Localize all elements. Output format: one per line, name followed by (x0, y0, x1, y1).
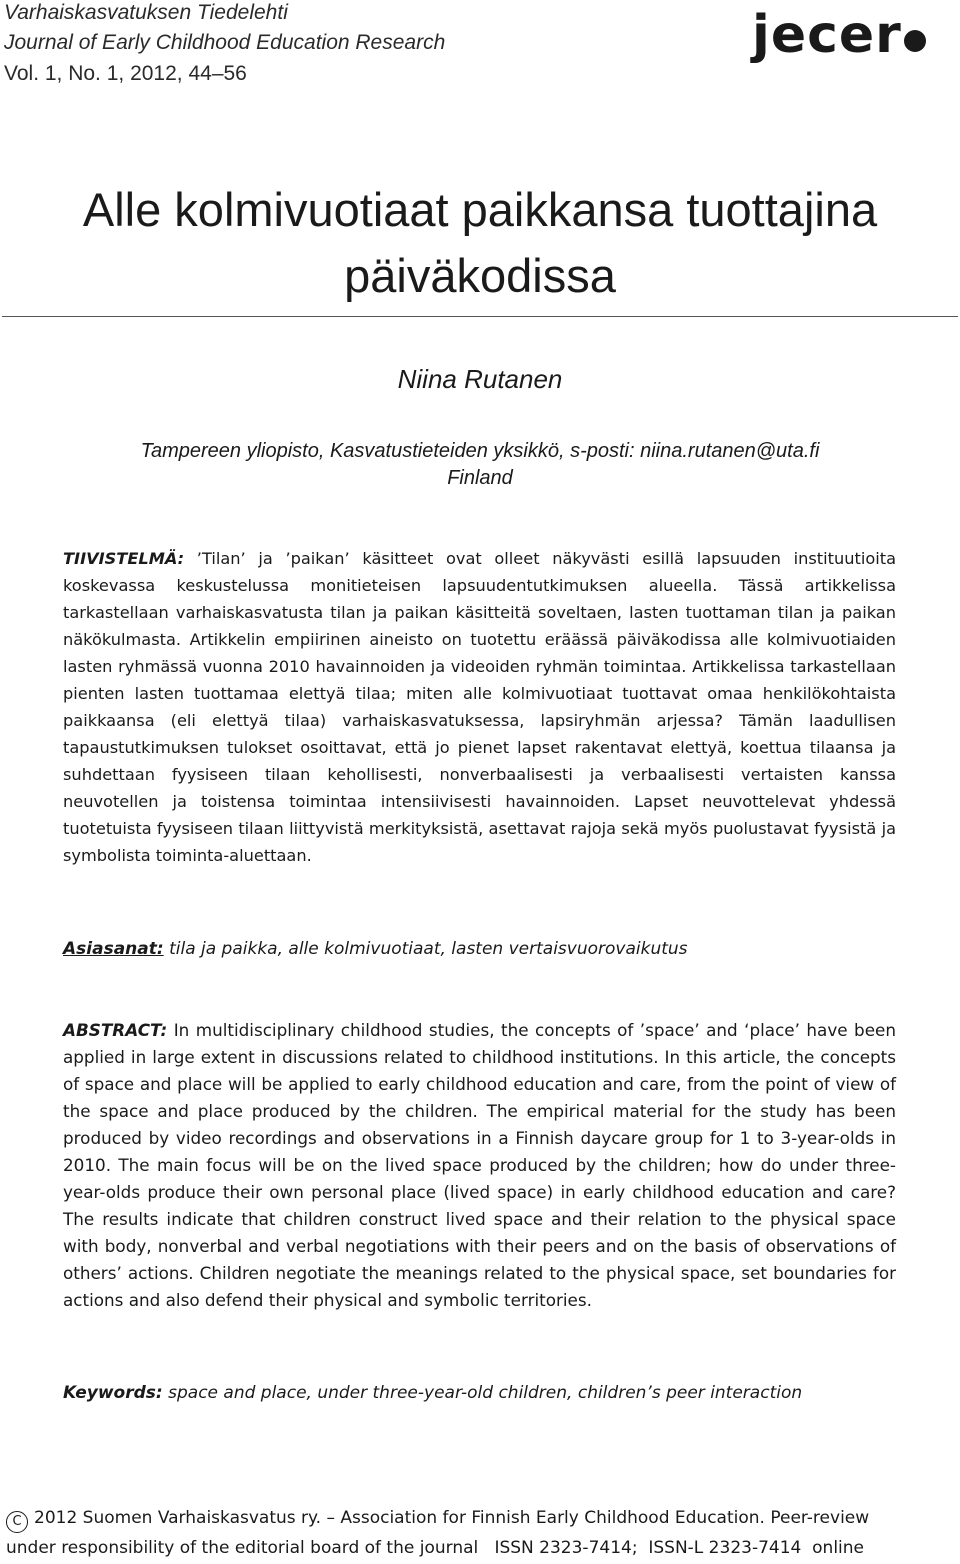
abstract-en-text: In multidisciplinary childhood studies, the concepts of ’space’ and ‘place’ have been applied in large extent in discussions related to childhood institutions. In this article, the concepts of space and place will be applied to early childhood education and care, from the point of view of the space and place produced by the children. The empirical material for the study has been produced by video recordings and observations in a Finnish daycare group for 1 to 3-year-olds in 2010. The main focus will be on the lived space produced by the children; how do under three-year-olds produce their own personal place (lived space) in early childhood education and care? The results indicate that children construct lived space and their relation to the physical space with body, nonverbal and verbal negotiations with their peers and on the basis of observations of others’ actions. Children negotiate the meanings related to the physical space, set boundaries for actions and also defend their physical and symbolic territories. (63, 1020, 896, 1310)
logo-dot-icon (904, 30, 926, 52)
keywords-fi-label: Asiasanat: (63, 939, 164, 959)
author-name: Niina Rutanen (397, 364, 563, 394)
logo-text: jecer (752, 5, 902, 65)
author-affiliation: Tampereen yliopisto, Kasvatustieteiden yksikkö, s-posti: niina.rutanen@uta.fi (140, 440, 820, 462)
abstract-fi-label: TIIVISTELMÄ: (63, 549, 185, 568)
keywords-en-label: Keywords: (63, 1383, 163, 1403)
abstract-fi-text: ’Tilan’ ja ’paikan’ käsitteet ovat olleet näkyvästi esillä lapsuuden instituutioita koskevassa keskustelussa monitieteisen lapsuudentutkimuksen alueella. Tässä artikkelissa tarkastellaan varhaiskasvatusta tilan ja paikan käsitteitä soveltaen, lasten tuottaman tilan ja paikan näkökulmasta. Artikkelin empiirinen aineisto on tuotettu eräässä päiväkodissa alle kolmivuotiaiden lasten ryhmässä vuonna 2010 havainnoiden ja videoiden ryhmän toimintaa. Artikkelissa tarkastellaan pienten lasten tuottamaa elettyä tilaa; miten alle kolmivuotiaat tuottavat omaa henkilökohtaista paikkaansa (eli elettyä tilaa) varhaiskasvatuksessa, lapsiryhmän arjessa? Tämän laadullisen tapaustutkimuksen tulokset osoittavat, että jo pienet lapset rakentavat elettyä, koettua tilaansa ja suhdettaan fyysiseen tilaan kehollisesti, nonverbaalisesti ja verbaalisesti vertaisten kanssa neuvotellen ja toistensa toimintaa intensiivisesti havainnoiden. Lapset neuvottelevat yhdessä tuotetuista fyysiseen tilaan liittyvistä merkityksistä, asettavat rajoja sekä myös puolustavat fyysistä ja symbolista toiminta-aluettaan. (63, 549, 896, 865)
article-title-line-2: päiväkodissa (344, 249, 616, 302)
footer-line-1-text: 2012 Suomen Varhaiskasvatus ry. – Association for Finnish Early Childhood Education. Peer-review (34, 1508, 870, 1528)
abstract-fi (63, 545, 896, 869)
abstract-en (63, 1017, 896, 1314)
keywords-fi-text: tila ja paikka, alle kolmivuotiaat, lasten vertaisvuorovaikutus (163, 939, 688, 959)
journal-volume: Vol. 1, No. 1, 2012, 44–56 (4, 62, 247, 85)
journal-name-en: Journal of Early Childhood Education Research (4, 31, 446, 54)
title-divider (2, 316, 958, 317)
keywords-en-text: space and place, under three-year-old children, children’s peer interaction (162, 1383, 803, 1403)
footer-line-1 (6, 1508, 869, 1533)
journal-name-fi: Varhaiskasvatuksen Tiedelehti (4, 1, 288, 24)
author-country: Finland (447, 467, 513, 489)
keywords-en (63, 1383, 802, 1403)
copyright-icon: C (6, 1511, 28, 1533)
keywords-fi (63, 939, 688, 959)
article-title-line-1: Alle kolmivuotiaat paikkansa tuottajina (82, 183, 878, 236)
footer-line-2: under responsibility of the editorial board of the journal ISSN 2323-7414; ISSN-L 2323-7414 online (6, 1538, 865, 1558)
jecer-logo (752, 4, 958, 66)
abstract-en-label: ABSTRACT: (63, 1020, 168, 1040)
